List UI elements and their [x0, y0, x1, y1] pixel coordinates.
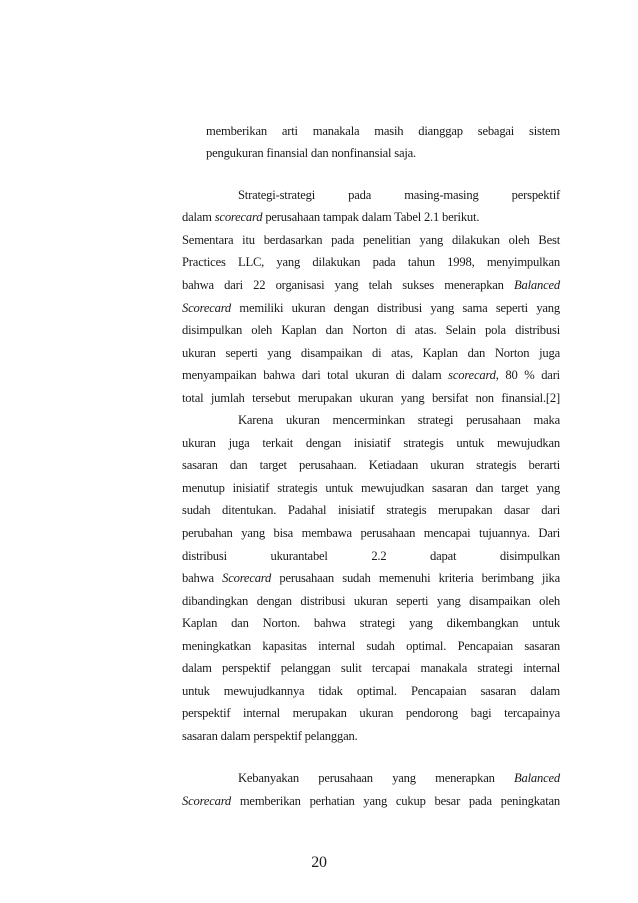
text-line: dalam scorecard perusahaan tampak dalam Tabel 2.1 berikut. [182, 210, 480, 224]
text-line: Practices LLC, yang dilakukan pada tahun 1998, menyimpulkan [182, 255, 560, 269]
text-line: perubahan yang bisa membawa perusahaan mencapai tujuannya. Dari [182, 526, 560, 540]
text-line: untuk mewujudkannya tidak optimal. Pencapaian sasaran dalam [182, 684, 560, 698]
text-line: Sementara itu berdasarkan pada penelitian yang dilakukan oleh Best [182, 233, 560, 247]
text-line: meningkatkan kapasitas internal sudah optimal. Pencapaian sasaran [182, 639, 560, 653]
text-line: Karena ukuran mencerminkan strategi perusahaan maka [238, 413, 560, 427]
text-line: menyampaikan bahwa dari total ukuran di dalam scorecard, 80 % dari [182, 368, 560, 382]
text-line: pengukuran finansial dan nonfinansial saja. [206, 146, 416, 160]
text-line: ukuran juga terkait dengan inisiatif strategis untuk mewujudkan [182, 436, 560, 450]
text-line: dalam perspektif pelanggan sulit tercapai manakala strategi internal [182, 661, 560, 675]
text-line: Scorecard memiliki ukuran dengan distribusi yang sama seperti yang [182, 301, 560, 315]
text-line: sasaran dan target perusahaan. Ketiadaan ukuran strategis berarti [182, 458, 560, 472]
text-line: ukuran seperti yang disampaikan di atas, Kaplan dan Norton juga [182, 346, 560, 360]
text-line: bahwa Scorecard perusahaan sudah memenuhi kriteria berimbang jika [182, 571, 560, 585]
text-line: Kebanyakan perusahaan yang menerapkan Balanced [238, 771, 560, 785]
text-line: Scorecard memberikan perhatian yang cukup besar pada peningkatan [182, 794, 560, 808]
text-line: sudah ditentukan. Padahal inisiatif strategis merupakan dasar dari [182, 503, 560, 517]
text-line: dibandingkan dengan distribusi ukuran seperti yang disampaikan oleh [182, 594, 560, 608]
text-line: sasaran dalam perspektif pelanggan. [182, 729, 358, 743]
text-line: total jumlah tersebut merupakan ukuran yang bersifat non finansial.[2] [182, 391, 560, 405]
text-line: bahwa dari 22 organisasi yang telah sukses menerapkan Balanced [182, 278, 560, 292]
text-line: memberikan arti manakala masih dianggap sebagai sistem [206, 124, 560, 138]
text-line: Kaplan dan Norton. bahwa strategi yang dikembangkan untuk [182, 616, 560, 630]
text-line: Strategi-strategi pada masing-masing perspektif [238, 188, 560, 202]
text-line: distribusi ukurantabel 2.2 dapat disimpulkan [182, 549, 560, 563]
text-line: disimpulkan oleh Kaplan dan Norton di atas. Selain pola distribusi [182, 323, 560, 337]
text-line: menutup inisiatif strategis untuk mewujudkan sasaran dan target yang [182, 481, 560, 495]
page-number: 20 [311, 854, 327, 871]
text-line: perspektif internal merupakan ukuran pendorong bagi tercapainya [182, 706, 560, 720]
